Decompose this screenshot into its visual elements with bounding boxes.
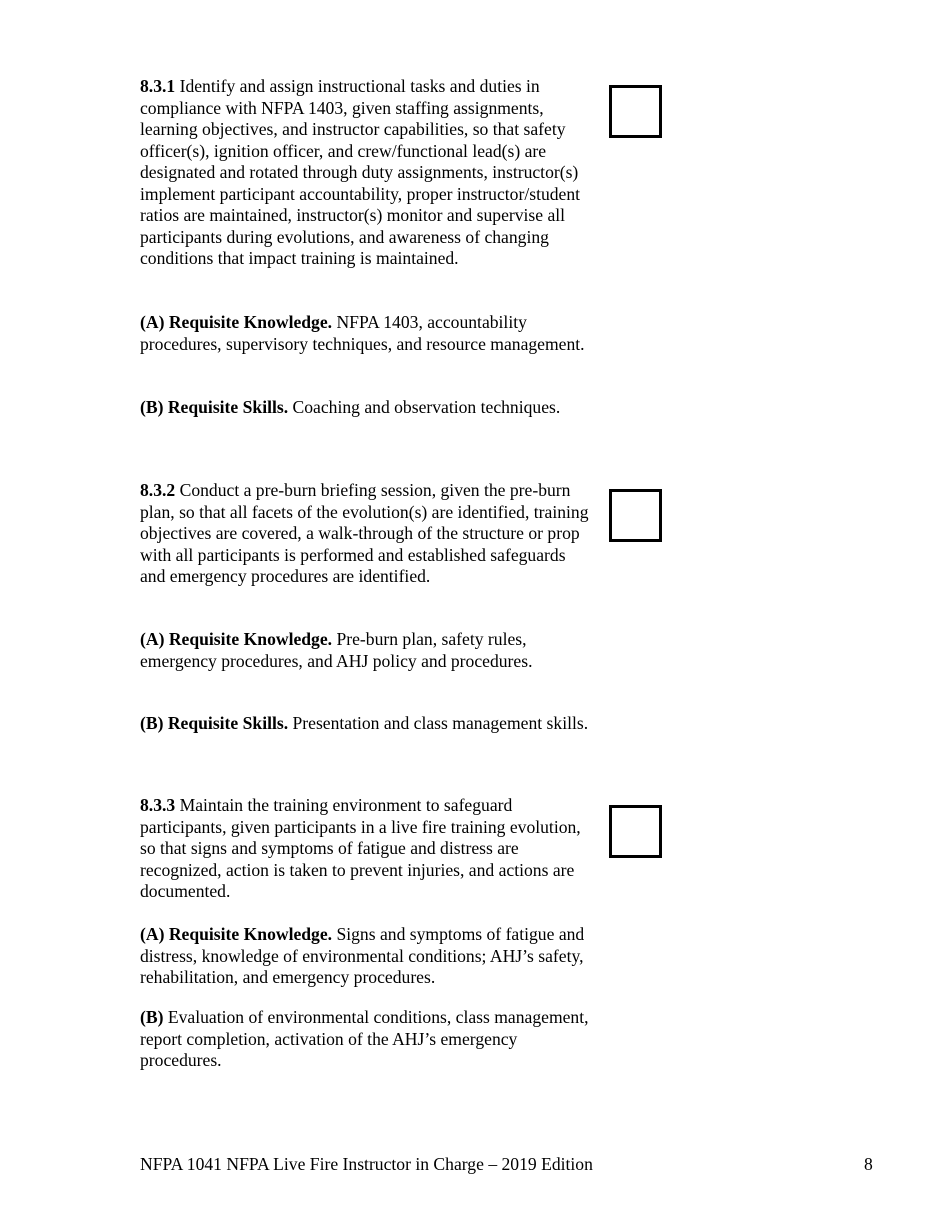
section-text: Conduct a pre-burn briefing session, given the pre-burn plan, so that all facets of the evolution(s) are identified, training objectives are covered, a walk-through of the structure or prop with all participants is performed and established safeguards and emergency procedures are identified. <box>140 480 589 586</box>
page-number: 8 <box>864 1154 873 1174</box>
section-8-3-3-knowledge <box>140 924 595 989</box>
skills-label: (B) Requisite Skills. <box>140 713 289 733</box>
knowledge-label: (A) Requisite Knowledge. <box>140 629 333 649</box>
skills-text: Presentation and class management skills. <box>288 713 589 733</box>
skills-label: (B) <box>140 1007 164 1027</box>
section-8-3-2-statement <box>140 480 595 588</box>
section-number: 8.3.3 <box>140 795 176 815</box>
skills-label: (B) Requisite Skills. <box>140 397 289 417</box>
section-text: Identify and assign instructional tasks and duties in compliance with NFPA 1403, given staffing assignments, learning objectives, and instructor capabilities, so that safety officer(s), ignition officer, and crew/functional lead(s) are designated and rotated through duty assignments, instructor(s) implement participant accountability, proper instructor/student ratios are maintained, instructor(s) monitor and supervise all participants during evolutions, and awareness of changing conditions that impact training is maintained. <box>140 76 581 268</box>
section-8-3-1-checkbox[interactable] <box>609 85 662 138</box>
knowledge-text: Signs and symptoms of fatigue and distress, knowledge of environmental conditions; AHJ’s safety, rehabilitation, and emergency procedures. <box>140 924 585 987</box>
section-number: 8.3.1 <box>140 76 176 96</box>
knowledge-label: (A) Requisite Knowledge. <box>140 924 333 944</box>
section-8-3-2-knowledge <box>140 629 595 672</box>
section-8-3-3-checkbox[interactable] <box>609 805 662 858</box>
section-text: Maintain the training environment to safeguard participants, given participants in a live fire training evolution, so that signs and symptoms of fatigue and distress are recognized, action is taken to prevent injuries, and actions are documented. <box>140 795 581 901</box>
section-8-3-1-statement <box>140 76 595 270</box>
knowledge-text: Pre-burn plan, safety rules, emergency procedures, and AHJ policy and procedures. <box>140 629 533 671</box>
footer-title: NFPA 1041 NFPA Live Fire Instructor in Charge – 2019 Edition <box>140 1154 593 1174</box>
section-8-3-2-checkbox[interactable] <box>609 489 662 542</box>
knowledge-text: NFPA 1403, accountability procedures, supervisory techniques, and resource management. <box>140 312 585 354</box>
skills-text: Evaluation of environmental conditions, class management, report completion, activation of the AHJ’s emergency procedures. <box>140 1007 589 1070</box>
section-8-3-3-skills <box>140 1007 595 1072</box>
section-8-3-1-skills <box>140 397 595 419</box>
skills-text: Coaching and observation techniques. <box>288 397 561 417</box>
knowledge-label: (A) Requisite Knowledge. <box>140 312 333 332</box>
section-8-3-1-knowledge <box>140 312 595 355</box>
section-8-3-2-skills <box>140 713 595 735</box>
section-8-3-3-statement <box>140 795 595 903</box>
section-number: 8.3.2 <box>140 480 176 500</box>
